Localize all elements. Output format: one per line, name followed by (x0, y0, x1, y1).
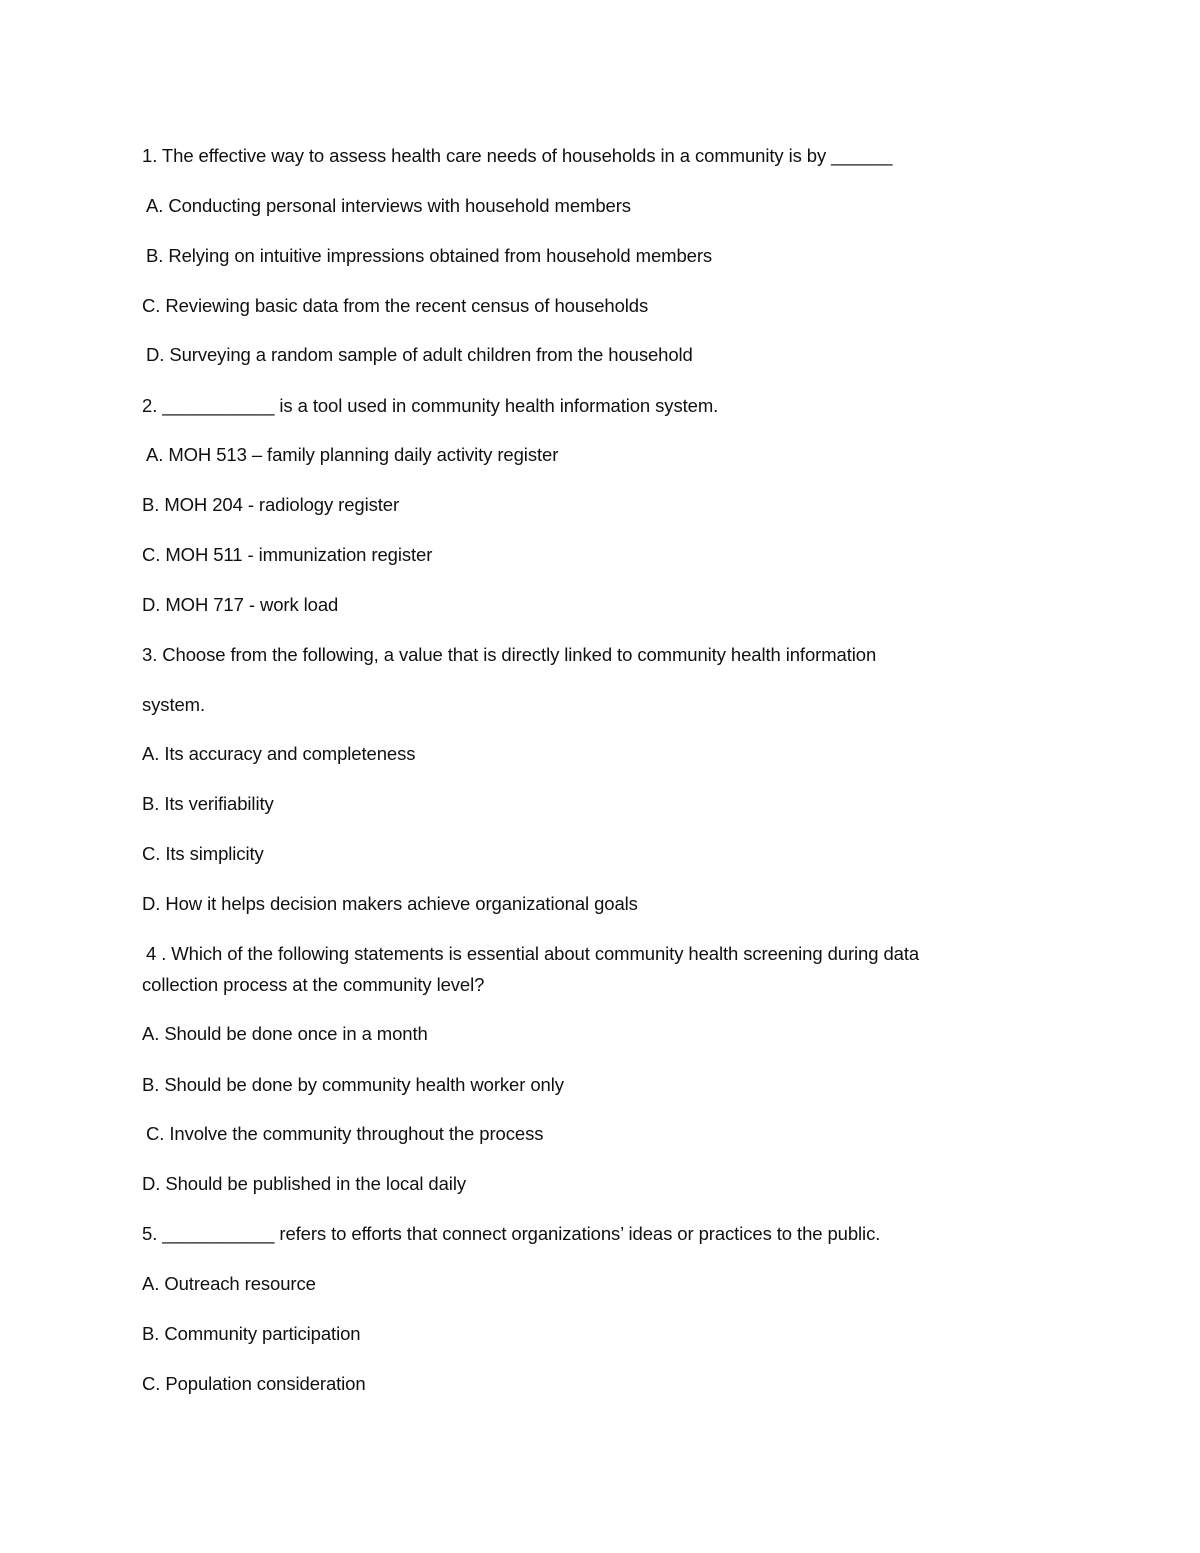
question-5-text: 5. ___________ refers to efforts that connect organizations’ ideas or practices to the public. (142, 1223, 881, 1244)
question-1-option-c: C. Reviewing basic data from the recent census of households (142, 295, 649, 316)
question-3-option-c: C. Its simplicity (142, 843, 264, 864)
question-4-option-a: A. Should be done once in a month (142, 1023, 428, 1044)
question-1-option-d: D. Surveying a random sample of adult children from the household (146, 344, 693, 365)
question-1-option-a: A. Conducting personal interviews with household members (146, 195, 631, 216)
question-3-option-b: B. Its verifiability (142, 793, 274, 814)
question-1-text: 1. The effective way to assess health care needs of households in a community is by ______ (142, 145, 893, 166)
question-4-option-c: C. Involve the community throughout the process (146, 1123, 544, 1144)
question-3-option-d: D. How it helps decision makers achieve organizational goals (142, 893, 638, 914)
question-4-text: 4 . Which of the following statements is essential about community health screening during data (146, 943, 920, 964)
question-2-option-c: C. MOH 511 - immunization register (142, 544, 433, 565)
question-2-option-d: D. MOH 717 - work load (142, 594, 339, 615)
question-4-option-b: B. Should be done by community health worker only (142, 1074, 564, 1095)
question-2-option-a: A. MOH 513 – family planning daily activity register (146, 444, 559, 465)
question-5-option-c: C. Population consideration (142, 1373, 366, 1394)
question-3-text: 3. Choose from the following, a value that is directly linked to community health information (142, 644, 877, 665)
question-5-option-a: A. Outreach resource (142, 1273, 316, 1294)
question-4-text-continued: collection process at the community level? (142, 974, 485, 995)
question-2-text: 2. ___________ is a tool used in community health information system. (142, 395, 719, 416)
question-4-option-d: D. Should be published in the local daily (142, 1173, 466, 1194)
question-3-option-a: A. Its accuracy and completeness (142, 743, 416, 764)
question-3-text-continued: system. (142, 694, 206, 715)
question-5-option-b: B. Community participation (142, 1323, 361, 1344)
question-2-option-b: B. MOH 204 - radiology register (142, 494, 400, 515)
question-1-option-b: B. Relying on intuitive impressions obtained from household members (146, 245, 713, 266)
